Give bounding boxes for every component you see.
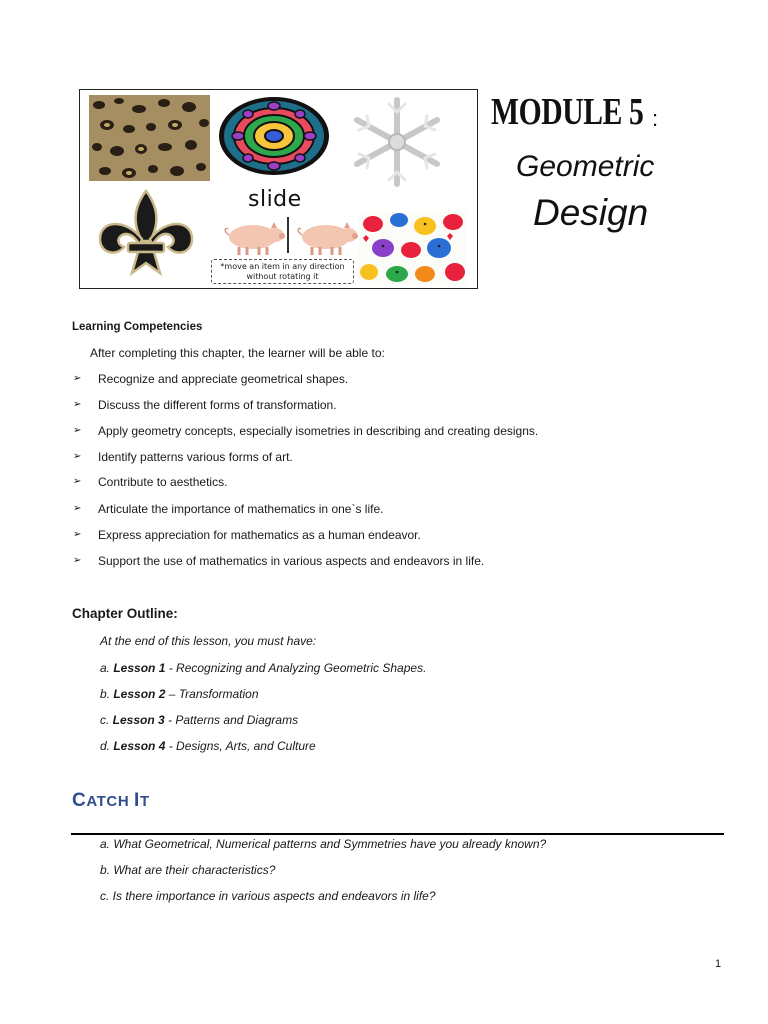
module-title: MODULE 5 (491, 91, 644, 133)
leopard-print-image (89, 95, 210, 181)
module-title-colon: : (652, 106, 659, 131)
lesson-item (100, 713, 298, 727)
lesson-item (100, 661, 426, 675)
competency-item: Apply geometry concepts, especially isometries in describing and creating designs. (98, 424, 539, 438)
arrow-bullet-icon: ➢ (73, 451, 82, 462)
lesson-number: Lesson 3 (112, 713, 165, 727)
lesson-item (100, 687, 259, 701)
teddy-bear-pattern-image (359, 212, 466, 284)
section-divider (71, 833, 724, 835)
pig-image (219, 219, 287, 257)
slide-label: slide (248, 187, 302, 212)
learning-competencies-heading: Learning Competencies (72, 321, 203, 333)
caption-line: without rotating it (246, 272, 319, 281)
catch-it-heading (72, 790, 150, 811)
lesson-prefix: c. (100, 713, 113, 727)
catch-it-heading-t: T (139, 793, 150, 810)
lesson-number: Lesson 4 (113, 739, 166, 753)
arrow-bullet-icon: ➢ (73, 476, 82, 487)
arrow-bullet-icon: ➢ (73, 555, 82, 566)
fleur-de-lis-image (94, 187, 198, 279)
catch-it-heading-i: I (134, 790, 140, 811)
lesson-number: Lesson 1 (113, 661, 166, 675)
competency-item: Support the use of mathematics in various aspects and endeavors in life. (98, 554, 485, 568)
arrow-bullet-icon: ➢ (73, 373, 82, 384)
question-item: b. What are their characteristics? (100, 863, 276, 877)
stained-glass-rosette-image (218, 96, 330, 176)
arrow-bullet-icon: ➢ (73, 529, 82, 540)
competency-item: Articulate the importance of mathematics in one`s life. (98, 502, 384, 516)
learning-competencies-intro: After completing this chapter, the learner will be able to: (90, 346, 385, 360)
arrow-bullet-icon: ➢ (73, 425, 82, 436)
competency-item: Contribute to aesthetics. (98, 475, 228, 489)
chapter-outline-heading: Chapter Outline: (72, 606, 178, 621)
pig-image (292, 219, 360, 257)
lesson-number: Lesson 2 (113, 687, 166, 701)
question-item: c. Is there importance in various aspects and endeavors in life? (100, 889, 436, 903)
page-number: 1 (715, 958, 722, 970)
cover-collage (79, 89, 478, 289)
question-item: a. What Geometrical, Numerical patterns and Symmetries have you already known? (100, 837, 547, 851)
catch-it-heading-atch: ATCH (86, 793, 135, 810)
competency-item: Recognize and appreciate geometrical shapes. (98, 372, 349, 386)
subtitle-design: Design (533, 192, 649, 233)
slide-divider (287, 217, 289, 253)
snowflake-image (334, 96, 460, 188)
competency-item: Discuss the different forms of transformation. (98, 398, 337, 412)
slide-caption (211, 259, 354, 284)
lesson-title: - Patterns and Diagrams (164, 713, 299, 727)
chapter-outline-intro: At the end of this lesson, you must have: (100, 634, 317, 648)
competency-item: Express appreciation for mathematics as a human endeavor. (98, 528, 421, 542)
subtitle-geometric: Geometric (516, 150, 655, 183)
caption-line: *move an item in any direction (220, 262, 345, 271)
catch-it-heading-c: C (72, 790, 87, 811)
lesson-title: - Designs, Arts, and Culture (165, 739, 316, 753)
arrow-bullet-icon: ➢ (73, 399, 82, 410)
lesson-title: - Recognizing and Analyzing Geometric Shapes. (165, 661, 427, 675)
competency-item: Identify patterns various forms of art. (98, 450, 293, 464)
lesson-prefix: b. (100, 687, 114, 701)
lesson-prefix: a. (100, 661, 114, 675)
arrow-bullet-icon: ➢ (73, 503, 82, 514)
lesson-prefix: d. (100, 739, 114, 753)
lesson-item (100, 739, 316, 753)
lesson-title: – Transformation (165, 687, 259, 701)
